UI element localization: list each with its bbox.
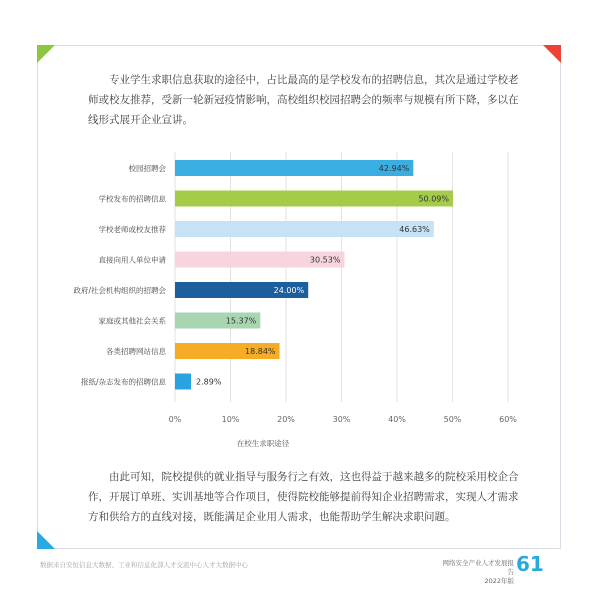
category-label: 校园招聘会 <box>128 164 166 173</box>
page-number: 61 <box>516 552 544 576</box>
intro-paragraph: 专业学生求职信息获取的途径中，占比最高的是学校发布的招聘信息，其次是通过学校老师或校友推荐，受新一轮新冠疫情影响，高校组织校园招聘会的频率与规模有所下降，多以在线形式展开企业宣讲。 <box>88 74 519 126</box>
bar <box>175 191 453 207</box>
x-tick-label: 50% <box>443 415 462 424</box>
bar <box>175 374 191 390</box>
value-label: 2.89% <box>196 377 222 387</box>
category-label: 直接向用人单位申请 <box>98 255 166 265</box>
bar <box>175 160 413 176</box>
category-label: 家庭或其他社会关系 <box>98 316 166 326</box>
x-tick-label: 30% <box>332 415 351 424</box>
value-label: 24.00% <box>273 286 305 295</box>
footer-source: 数据来自安恒信息大数据、工业和信息化部人才交流中心人才大数据中心 <box>40 561 248 569</box>
value-label: 18.84% <box>245 347 276 356</box>
outro-paragraph: 由此可知，院校提供的就业指导与服务行之有效，这也得益于越来越多的院校采用校企合作，开展订单班、实训基地等合作项目，使得院校能够提前得知企业招聘需求，实现人才需求方和供给方的直线对接，既能满足企业用人需求，也能帮助学生解决求职问题。 <box>88 471 519 523</box>
footer-report-title: 网络安全产业人才发展报告 <box>442 559 514 576</box>
footer-report-info <box>438 559 514 586</box>
value-label: 46.63% <box>399 225 430 234</box>
value-label: 15.37% <box>225 316 257 326</box>
category-label: 政府/社会机构组织的招聘会 <box>73 286 166 295</box>
footer-report-year: 2022年版 <box>484 577 514 585</box>
category-label: 学校发布的招聘信息 <box>98 194 166 204</box>
value-label: 50.09% <box>418 194 449 204</box>
x-tick-label: 0% <box>168 415 182 424</box>
bar <box>175 221 434 237</box>
category-label: 各类招聘网站信息 <box>106 347 166 356</box>
x-tick-label: 10% <box>221 415 240 424</box>
value-label: 30.53% <box>309 255 341 265</box>
x-tick-label: 60% <box>499 415 517 424</box>
x-tick-label: 40% <box>388 415 406 424</box>
x-axis-title: 在校生求职途径 <box>236 439 290 448</box>
category-label: 学校老师或校友推荐 <box>98 225 166 234</box>
category-label: 报纸/杂志发布的招聘信息 <box>80 377 166 387</box>
value-label: 42.94% <box>378 164 410 173</box>
x-tick-label: 20% <box>277 415 295 424</box>
